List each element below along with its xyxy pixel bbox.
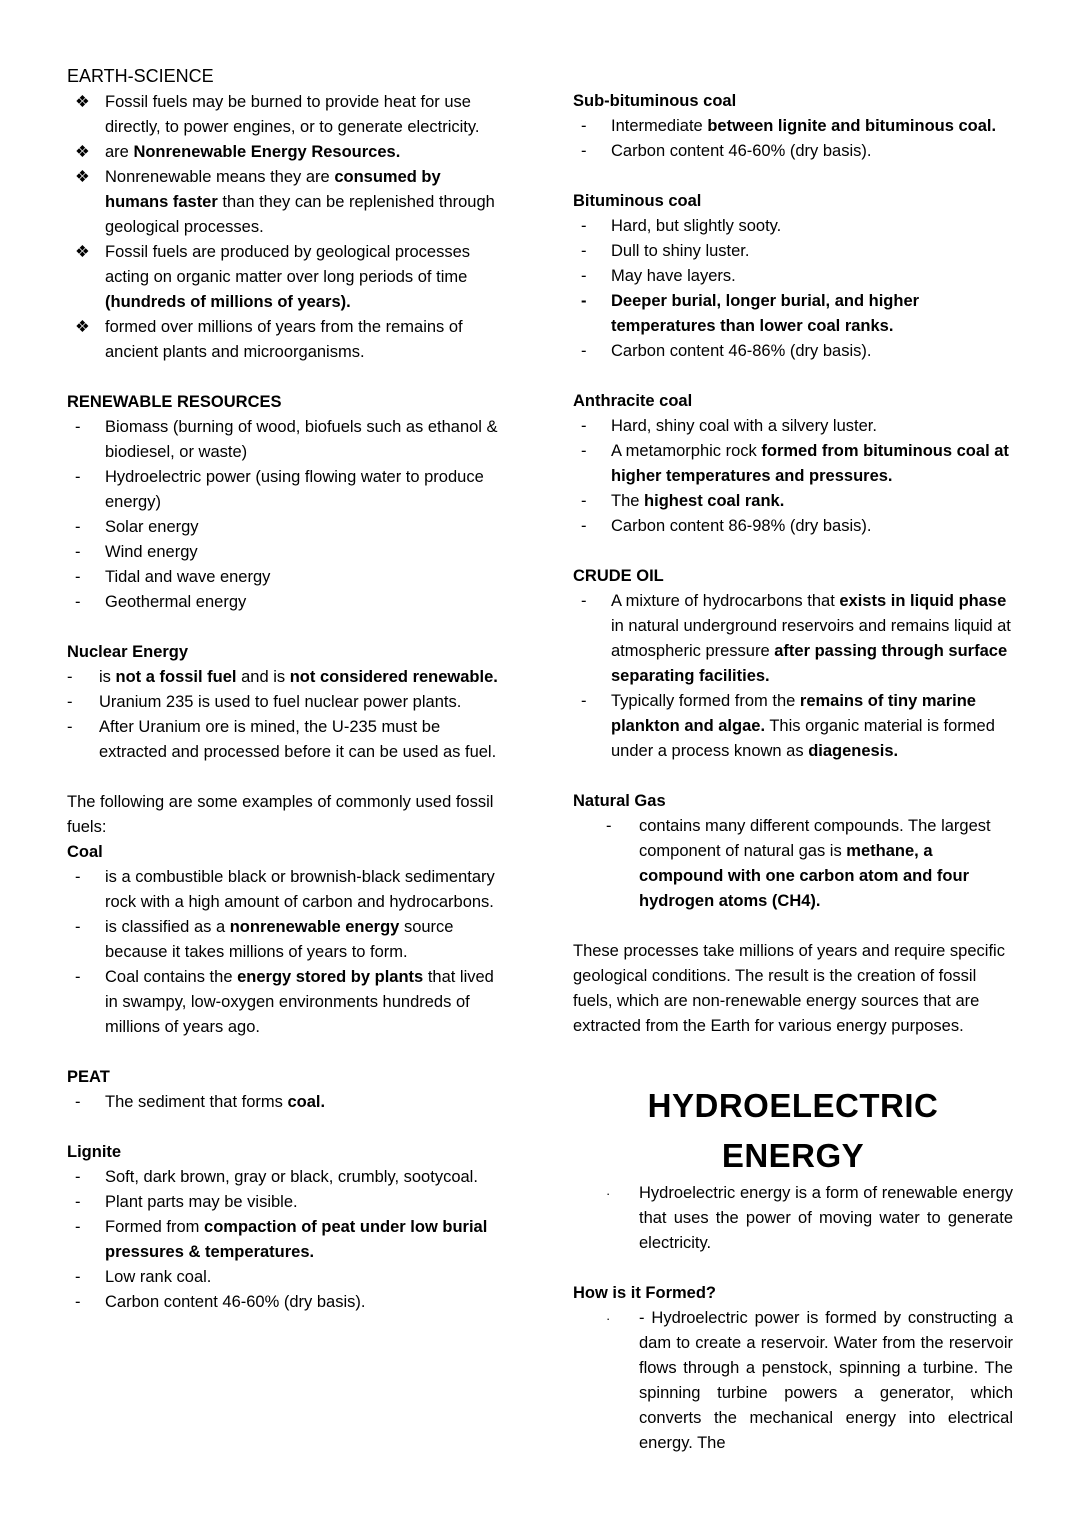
section-heading: Sub-bituminous coal xyxy=(573,92,737,110)
text-run: formed from bituminous coal at higher temperatures and pressures. xyxy=(611,442,1009,485)
bullet: - xyxy=(75,1193,81,1211)
bullet: ❖ xyxy=(75,93,90,111)
list-item xyxy=(67,1090,507,1115)
list-item xyxy=(67,1190,507,1215)
list-item xyxy=(67,865,507,915)
bullet: - xyxy=(75,1168,81,1186)
text-run: Formed from xyxy=(105,1218,205,1236)
text-run: compaction of peat under low burial pressures & temperatures. xyxy=(105,1218,488,1261)
list-item xyxy=(67,1215,507,1265)
text-run: Low rank coal. xyxy=(105,1268,212,1286)
section-heading: Anthracite coal xyxy=(573,392,693,410)
text-run: The sediment that forms xyxy=(105,1093,288,1111)
section-heading: Coal xyxy=(67,843,103,861)
list xyxy=(573,814,1013,914)
list xyxy=(67,865,507,1040)
list-item xyxy=(67,165,507,240)
text-run: contains many different compounds. The largest component of natural gas is xyxy=(639,817,991,860)
bullet: - xyxy=(75,1218,81,1236)
list-item xyxy=(67,715,507,765)
text-run: exists in liquid phase xyxy=(839,592,1007,610)
section-heading: CRUDE OIL xyxy=(573,567,664,585)
text-run: Plant parts may be visible. xyxy=(105,1193,298,1211)
text-run: Fossil fuels are produced by geological processes acting on organic matter over long periods of time xyxy=(105,243,471,286)
section-heading: Bituminous coal xyxy=(573,192,702,210)
paragraph: The following are some examples of commonly used fossil fuels: xyxy=(67,793,494,836)
list-item xyxy=(573,589,1013,689)
section-heading: How is it Formed? xyxy=(573,1284,717,1302)
text-run: A mixture of hydrocarbons that xyxy=(611,592,840,610)
list xyxy=(67,90,507,365)
bullet: - xyxy=(75,593,81,611)
text-run: in natural underground reservoirs and remains liquid at atmospheric pressure xyxy=(611,617,1011,660)
bullet: - xyxy=(581,692,587,710)
list-item xyxy=(573,439,1013,489)
list-item xyxy=(67,315,507,365)
list-item xyxy=(573,264,1013,289)
paragraph: These processes take millions of years and require specific geological conditions. The result is the creation of fossil fuels, which are non-renewable energy sources that are extracted from the Earth for various energy purposes. xyxy=(573,942,1005,1035)
text-run: The xyxy=(611,492,645,510)
list-item xyxy=(573,339,1013,364)
text-run: Soft, dark brown, gray or black, crumbly, sootycoal. xyxy=(105,1168,478,1186)
right-column xyxy=(573,64,1013,1456)
text-run: is classified as a xyxy=(105,918,230,936)
list-item xyxy=(67,415,507,465)
text-run: Uranium 235 is used to fuel nuclear power plants. xyxy=(99,693,462,711)
text-run: not considered renewable. xyxy=(289,668,498,686)
list xyxy=(573,214,1013,364)
bullet: - xyxy=(581,342,587,360)
text-run: source because it takes millions of years to form. xyxy=(105,918,454,961)
list-item xyxy=(573,214,1013,239)
bullet: - xyxy=(75,968,81,986)
text-run: is xyxy=(99,668,116,686)
list xyxy=(67,665,507,765)
bullet: - xyxy=(581,142,587,160)
text-run: consumed by humans faster xyxy=(105,168,441,211)
text-run: nonrenewable energy xyxy=(229,918,400,936)
list-item xyxy=(573,1306,1013,1456)
bullet: - xyxy=(75,868,81,886)
list xyxy=(573,589,1013,764)
bullet: - xyxy=(581,267,587,285)
doc-title: EARTH-SCIENCE xyxy=(67,66,214,86)
bullet: - xyxy=(581,442,587,460)
bullet: ❖ xyxy=(75,318,90,336)
bullet: ❖ xyxy=(75,143,90,161)
bullet: - xyxy=(67,718,73,736)
list-item xyxy=(67,1165,507,1190)
list-item xyxy=(573,139,1013,164)
bullet: - xyxy=(75,1268,81,1286)
text-run: Hydroelectric energy is a form of renewable energy that uses the power of moving water to generate electricity. xyxy=(639,1184,1013,1252)
bullet: - xyxy=(581,592,587,610)
list-item xyxy=(573,489,1013,514)
text-run: Biomass (burning of wood, biofuels such as ethanol & biodiesel, or waste) xyxy=(105,418,498,461)
bullet: - xyxy=(581,517,587,535)
list xyxy=(67,415,507,615)
text-run: are xyxy=(105,143,134,161)
text-run: Hard, shiny coal with a silvery luster. xyxy=(611,417,877,435)
bullet: ❖ xyxy=(75,243,90,261)
list-item xyxy=(67,1290,507,1315)
bullet: - xyxy=(75,1293,81,1311)
bullet: - xyxy=(67,693,73,711)
text-run: between lignite and bituminous coal. xyxy=(707,117,997,135)
bullet: · xyxy=(606,1311,611,1326)
text-run: energy stored by plants xyxy=(237,968,424,986)
list xyxy=(573,414,1013,539)
list-item xyxy=(67,90,507,140)
list-item xyxy=(573,414,1013,439)
text-run: coal. xyxy=(287,1093,326,1111)
bullet: - xyxy=(75,1093,81,1111)
list-item xyxy=(67,1265,507,1290)
text-run: Deeper burial, longer burial, and higher temperatures than lower coal ranks. xyxy=(611,292,920,335)
list-item xyxy=(573,514,1013,539)
list xyxy=(67,1165,507,1315)
text-run: Coal contains the xyxy=(105,968,238,986)
list xyxy=(573,114,1013,164)
text-run: is a combustible black or brownish-black sedimentary rock with a high amount of carbon and hydrocarbons. xyxy=(105,868,495,911)
bullet: - xyxy=(75,418,81,436)
section-heading: PEAT xyxy=(67,1068,110,1086)
bullet: - xyxy=(581,117,587,135)
text-run: highest coal rank. xyxy=(644,492,785,510)
bullet: - xyxy=(75,918,81,936)
bullet: · xyxy=(606,1186,611,1201)
text-run: Intermediate xyxy=(611,117,708,135)
text-run: Tidal and wave energy xyxy=(105,568,271,586)
text-run: that lived in swampy, low-oxygen environments hundreds of millions of years ago. xyxy=(105,968,494,1036)
text-run: - Hydroelectric power is formed by constructing a dam to create a reservoir. Water from the reservoir flows through a penstock, spinning a turbine. The spinning turbine powers a generator, which converts the mechanical energy into electrical energy. The xyxy=(639,1309,1013,1452)
text-run: diagenesis. xyxy=(808,742,899,760)
text-run: Wind energy xyxy=(105,543,198,561)
text-run: Nonrenewable means they are xyxy=(105,168,335,186)
columns-container xyxy=(67,64,1013,1456)
section-heading: RENEWABLE RESOURCES xyxy=(67,393,282,411)
list-item xyxy=(573,239,1013,264)
text-run: Hydroelectric power (using flowing water to produce energy) xyxy=(105,468,484,511)
text-run: remains of tiny marine plankton and algae. xyxy=(611,692,976,735)
text-run: Typically formed from the xyxy=(611,692,800,710)
bullet: - xyxy=(75,518,81,536)
bullet: ❖ xyxy=(75,168,90,186)
list-item xyxy=(67,465,507,515)
list-item xyxy=(573,814,1013,914)
list xyxy=(573,1181,1013,1256)
text-run: Carbon content 86-98% (dry basis). xyxy=(611,517,872,535)
list-item xyxy=(573,1181,1013,1256)
bullet: - xyxy=(581,492,587,510)
text-run: Carbon content 46-86% (dry basis). xyxy=(611,342,872,360)
list-item xyxy=(67,240,507,315)
list-item xyxy=(573,114,1013,139)
list-item xyxy=(67,565,507,590)
bullet: - xyxy=(75,568,81,586)
text-run: Carbon content 46-60% (dry basis). xyxy=(611,142,872,160)
text-run: and is xyxy=(236,668,290,686)
text-run: This organic material is formed under a process known as xyxy=(611,717,995,760)
bullet: - xyxy=(75,543,81,561)
text-run: than they can be replenished through geological processes. xyxy=(105,193,495,236)
text-run: Solar energy xyxy=(105,518,199,536)
list xyxy=(67,1090,507,1115)
bullet: - xyxy=(581,417,587,435)
text-run: Fossil fuels may be burned to provide heat for use directly, to power engines, or to generate electricity. xyxy=(105,93,480,136)
bullet: - xyxy=(67,668,73,686)
list-item xyxy=(573,689,1013,764)
text-run: Dull to shiny luster. xyxy=(611,242,750,260)
list-item xyxy=(67,965,507,1040)
text-run: May have layers. xyxy=(611,267,736,285)
text-run: After Uranium ore is mined, the U-235 must be extracted and processed before it can be used as fuel. xyxy=(99,718,497,761)
text-run: after passing through surface separating facilities. xyxy=(611,642,1008,685)
text-run: Hard, but slightly sooty. xyxy=(611,217,782,235)
section-heading: Lignite xyxy=(67,1143,122,1161)
text-run: A metamorphic rock xyxy=(611,442,762,460)
bullet: - xyxy=(581,217,587,235)
text-run: Carbon content 46-60% (dry basis). xyxy=(105,1293,366,1311)
list-item xyxy=(573,289,1013,339)
text-run: methane, a compound with one carbon atom and four hydrogen atoms (CH4). xyxy=(639,842,969,910)
list-item xyxy=(67,515,507,540)
list-item xyxy=(67,590,507,615)
text-run: formed over millions of years from the remains of ancient plants and microorganisms. xyxy=(105,318,463,361)
text-run: Geothermal energy xyxy=(105,593,247,611)
big-heading: HYDROELECTRIC ENERGY xyxy=(647,1087,939,1174)
list-item xyxy=(67,140,507,165)
bullet: - xyxy=(606,817,612,835)
text-run: not a fossil fuel xyxy=(115,668,237,686)
section-heading: Nuclear Energy xyxy=(67,643,189,661)
section-heading: Natural Gas xyxy=(573,792,666,810)
bullet: - xyxy=(581,292,587,310)
text-run: Nonrenewable Energy Resources. xyxy=(133,143,401,161)
text-run: (hundreds of millions of years). xyxy=(105,293,351,311)
list-item xyxy=(67,915,507,965)
list-item xyxy=(67,665,507,690)
left-column xyxy=(67,64,507,1456)
list-item xyxy=(67,540,507,565)
list-item xyxy=(67,690,507,715)
bullet: - xyxy=(75,468,81,486)
bullet: - xyxy=(581,242,587,260)
list xyxy=(573,1306,1013,1456)
